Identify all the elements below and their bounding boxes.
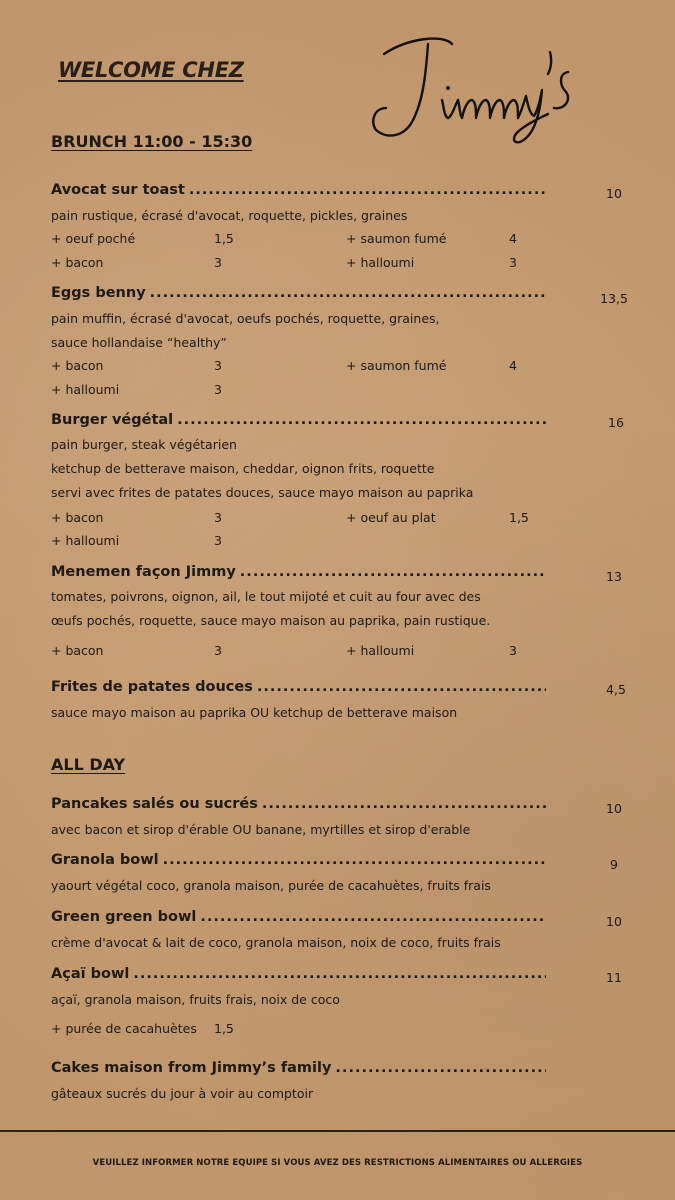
item-price: 10 — [606, 801, 622, 816]
leader-dots — [240, 564, 546, 580]
option-label: + halloumi — [346, 643, 415, 658]
leader-dots — [257, 679, 546, 695]
page-title: WELCOME CHEZ — [58, 58, 244, 82]
option-price: 3 — [214, 358, 222, 373]
footer-divider — [0, 1130, 675, 1132]
item-description: ketchup de betterave maison, cheddar, oignon frits, roquette — [51, 461, 435, 476]
item-description: avec bacon et sirop d'érable OU banane, myrtilles et sirop d'erable — [51, 822, 471, 837]
menu-item-eggs-benny — [51, 285, 546, 305]
item-description: pain rustique, écrasé d'avocat, roquette, pickles, graines — [51, 208, 408, 223]
leader-dots — [200, 909, 546, 925]
option-price: 3 — [214, 255, 222, 270]
item-description: sauce mayo maison au paprika OU ketchup de betterave maison — [51, 705, 458, 720]
allergy-notice: VEUILLEZ INFORMER NOTRE EQUIPE SI VOUS AVEZ DES RESTRICTIONS ALIMENTAIRES OU ALLERGIES — [92, 1158, 583, 1168]
option-price: 1,5 — [214, 1021, 234, 1036]
menu-item-menemen — [51, 564, 546, 584]
item-name: Pancakes salés ou sucrés — [51, 796, 258, 812]
item-description: pain burger, steak végétarien — [51, 437, 237, 452]
item-price: 13,5 — [600, 291, 628, 306]
menu-item-avocat-sur-toast — [51, 182, 546, 202]
option-label: + halloumi — [51, 382, 120, 397]
item-description: yaourt végétal coco, granola maison, purée de cacahuètes, fruits frais — [51, 878, 491, 893]
option-price: 4 — [509, 231, 517, 246]
option-label: + oeuf poché — [51, 231, 136, 246]
item-price: 9 — [610, 857, 618, 872]
item-description: sauce hollandaise “healthy” — [51, 335, 227, 350]
item-description: servi avec frites de patates douces, sauce mayo maison au paprika — [51, 485, 474, 500]
item-name: Eggs benny — [51, 285, 146, 301]
item-price: 10 — [606, 914, 622, 929]
menu-item-cakes-maison — [51, 1060, 546, 1080]
option-label: + halloumi — [346, 255, 415, 270]
option-price: 3 — [214, 643, 222, 658]
item-price: 11 — [606, 970, 622, 985]
leader-dots — [189, 182, 546, 198]
option-label: + bacon — [51, 358, 104, 373]
leader-dots — [177, 412, 546, 428]
leader-dots — [150, 285, 546, 301]
menu-item-pancakes — [51, 796, 546, 816]
item-name: Avocat sur toast — [51, 182, 185, 198]
option-price: 1,5 — [509, 510, 529, 525]
option-price: 3 — [214, 533, 222, 548]
item-description: gâteaux sucrés du jour à voir au comptoir — [51, 1086, 314, 1101]
option-label: + bacon — [51, 510, 104, 525]
option-label: + saumon fumé — [346, 358, 447, 373]
option-price: 4 — [509, 358, 517, 373]
section-title-all-day: ALL DAY — [51, 755, 126, 774]
item-price: 13 — [606, 569, 622, 584]
menu-item-green-green-bowl — [51, 909, 546, 929]
leader-dots — [262, 796, 546, 812]
option-label: + bacon — [51, 255, 104, 270]
item-description: pain muffin, écrasé d'avocat, oeufs pochés, roquette, graines, — [51, 311, 440, 326]
option-price: 3 — [509, 643, 517, 658]
item-name: Cakes maison from Jimmy’s family — [51, 1060, 332, 1076]
item-price: 4,5 — [606, 682, 626, 697]
item-description: açaï, granola maison, fruits frais, noix de coco — [51, 992, 340, 1007]
item-description: crème d'avocat & lait de coco, granola maison, noix de coco, fruits frais — [51, 935, 501, 950]
option-label: + purée de cacahuètes — [51, 1021, 197, 1036]
menu-item-granola-bowl — [51, 852, 546, 872]
item-name: Menemen façon Jimmy — [51, 564, 236, 580]
section-title-brunch: BRUNCH 11:00 - 15:30 — [51, 132, 253, 151]
option-label: + bacon — [51, 643, 104, 658]
leader-dots — [335, 1060, 546, 1076]
option-price: 1,5 — [214, 231, 234, 246]
item-name: Açaï bowl — [51, 966, 130, 982]
option-label: + saumon fumé — [346, 231, 447, 246]
item-description: œufs pochés, roquette, sauce mayo maison au paprika, pain rustique. — [51, 613, 491, 628]
jimmys-logo — [368, 30, 588, 150]
leader-dots — [163, 852, 546, 868]
item-name: Burger végétal — [51, 412, 174, 428]
item-description: tomates, poivrons, oignon, ail, le tout mijoté et cuit au four avec des — [51, 589, 481, 604]
item-name: Granola bowl — [51, 852, 159, 868]
option-price: 3 — [509, 255, 517, 270]
item-name: Frites de patates douces — [51, 679, 253, 695]
leader-dots — [133, 966, 546, 982]
option-price: 3 — [214, 382, 222, 397]
item-name: Green green bowl — [51, 909, 197, 925]
item-price: 10 — [606, 186, 622, 201]
logo-text: Jimmy's — [368, 30, 372, 31]
menu-item-frites-patates-douces — [51, 679, 546, 699]
option-label: + halloumi — [51, 533, 120, 548]
item-price: 16 — [608, 415, 624, 430]
menu-item-burger-vegetal — [51, 412, 546, 432]
option-price: 3 — [214, 510, 222, 525]
menu-item-acai-bowl — [51, 966, 546, 986]
option-label: + oeuf au plat — [346, 510, 436, 525]
